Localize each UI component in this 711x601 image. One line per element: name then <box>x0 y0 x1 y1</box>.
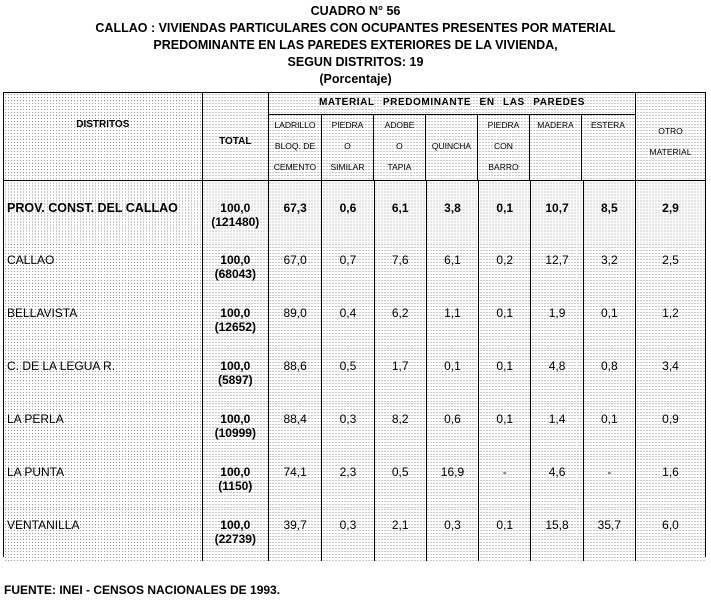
table-row <box>4 455 705 508</box>
value-otro: 1,2 <box>636 296 706 349</box>
value-quincha: 6,1 <box>426 243 478 296</box>
value-piedra: 2,3 <box>322 455 374 508</box>
value-otro: 0,9 <box>636 402 706 455</box>
value-piedra: 0,4 <box>322 296 374 349</box>
total-count: (1150) <box>218 478 253 493</box>
value-piedra-barro: 0,1 <box>479 296 531 349</box>
total-pct: 100,0 <box>220 252 251 267</box>
header-madera-label: MADERA <box>537 120 574 130</box>
district-name: LA PUNTA <box>4 455 202 508</box>
value-quincha: 1,1 <box>426 296 478 349</box>
value-ladrillo: 74,1 <box>268 455 321 508</box>
header-ladrillo <box>269 115 322 180</box>
value-otro: 3,4 <box>636 349 706 402</box>
total-cell <box>202 296 268 349</box>
header-piedra-barro-1: PIEDRA <box>487 120 520 130</box>
header-estera <box>582 115 634 180</box>
table-row <box>4 181 705 243</box>
value-estera: 3,2 <box>583 243 635 296</box>
header-adobe-1: ADOBE <box>384 120 415 130</box>
value-estera: 8,5 <box>583 181 635 243</box>
header-total: TOTAL <box>202 93 268 181</box>
total-pct: 100,0 <box>220 517 251 532</box>
value-adobe: 6,1 <box>374 181 426 243</box>
header-otro-1: OTRO <box>658 126 683 136</box>
data-table <box>3 92 706 557</box>
value-piedra-barro: 0,1 <box>479 508 531 561</box>
total-count: (10999) <box>214 425 256 440</box>
title-line-4: SEGUN DISTRITOS: 19 <box>287 55 424 69</box>
total-pct: 100,0 <box>220 305 251 320</box>
total-count: (121480) <box>211 215 260 229</box>
value-piedra: 0,5 <box>322 349 374 402</box>
value-adobe: 1,7 <box>374 349 426 402</box>
value-adobe: 7,6 <box>374 243 426 296</box>
value-estera: 0,1 <box>583 402 635 455</box>
value-piedra-barro: 0,1 <box>479 181 531 243</box>
table-row <box>4 402 705 455</box>
value-quincha: 0,6 <box>426 402 478 455</box>
total-cell <box>202 455 268 508</box>
value-otro: 1,6 <box>636 455 706 508</box>
header-ladrillo-1: LADRILLO <box>274 120 316 130</box>
value-piedra: 0,7 <box>322 243 374 296</box>
value-adobe: 8,2 <box>374 402 426 455</box>
header-ladrillo-3: CEMENTO <box>273 162 317 172</box>
district-name: LA PERLA <box>4 402 202 455</box>
value-madera: 10,7 <box>531 181 583 243</box>
header-piedra-barro-2: CON <box>494 141 513 151</box>
value-madera: 12,7 <box>531 243 583 296</box>
value-adobe: 2,1 <box>374 508 426 561</box>
value-ladrillo: 67,3 <box>268 181 321 243</box>
total-cell <box>202 181 268 243</box>
header-quincha-label: QUINCHA <box>431 141 472 151</box>
value-otro: 2,9 <box>636 181 706 243</box>
total-pct: 100,0 <box>220 411 251 426</box>
source-footer: FUENTE: INEI - CENSOS NACIONALES DE 1993. <box>4 583 281 597</box>
table-row <box>4 508 705 561</box>
value-madera: 1,4 <box>531 402 583 455</box>
value-otro: 2,5 <box>636 243 706 296</box>
report-title <box>0 3 711 88</box>
title-line-2: CALLAO : VIVIENDAS PARTICULARES CON OCUPANTES PRESENTES POR MATERIAL <box>95 21 616 35</box>
header-piedra-1: PIEDRA <box>331 120 364 130</box>
value-piedra-barro: 0,1 <box>479 402 531 455</box>
total-cell <box>202 349 268 402</box>
table-row <box>4 296 705 349</box>
district-name: BELLAVISTA <box>4 296 202 349</box>
district-name: PROV. CONST. DEL CALLAO <box>4 181 202 243</box>
district-name: C. DE LA LEGUA R. <box>4 349 202 402</box>
value-madera: 15,8 <box>531 508 583 561</box>
value-quincha: 0,3 <box>426 508 478 561</box>
district-name: VENTANILLA <box>4 508 202 561</box>
value-madera: 4,6 <box>531 455 583 508</box>
total-count: (5897) <box>217 372 253 387</box>
value-ladrillo: 88,6 <box>268 349 321 402</box>
table-row <box>4 243 705 296</box>
title-line-1: CUADRO N° 56 <box>310 4 401 18</box>
header-piedra-2: O <box>344 141 351 151</box>
title-line-3: PREDOMINANTE EN LAS PAREDES EXTERIORES DE LA VIVIENDA, <box>153 38 558 52</box>
header-piedra-barro-3: BARRO <box>488 162 519 172</box>
value-ladrillo: 39,7 <box>268 508 321 561</box>
value-quincha: 0,1 <box>426 349 478 402</box>
value-piedra: 0,3 <box>322 508 374 561</box>
total-count: (22739) <box>214 531 256 546</box>
value-ladrillo: 67,0 <box>268 243 321 296</box>
header-distritos: DISTRITOS <box>4 93 202 181</box>
value-estera: 0,1 <box>583 296 635 349</box>
value-adobe: 6,2 <box>374 296 426 349</box>
total-pct: 100,0 <box>220 201 251 215</box>
value-estera: 35,7 <box>583 508 635 561</box>
total-cell <box>202 243 268 296</box>
header-material-group <box>268 93 635 181</box>
value-quincha: 3,8 <box>426 181 478 243</box>
value-quincha: 16,9 <box>426 455 478 508</box>
value-piedra-barro: 0,2 <box>479 243 531 296</box>
total-count: (68043) <box>214 266 256 281</box>
header-adobe-3: TAPIA <box>387 162 412 172</box>
total-pct: 100,0 <box>220 464 251 479</box>
header-adobe-2: O <box>396 141 403 151</box>
total-pct: 100,0 <box>220 358 251 373</box>
header-estera-label: ESTERA <box>590 120 625 130</box>
header-adobe <box>374 115 426 180</box>
header-piedra-barro <box>478 115 530 180</box>
total-count: (12652) <box>214 319 256 334</box>
title-line-5: (Porcentaje) <box>319 72 392 86</box>
header-piedra-3: SIMILAR <box>330 162 365 172</box>
total-cell <box>202 402 268 455</box>
value-ladrillo: 89,0 <box>268 296 321 349</box>
value-estera: - <box>583 455 635 508</box>
value-piedra: 0,3 <box>322 402 374 455</box>
value-otro: 6,0 <box>636 508 706 561</box>
value-piedra: 0,6 <box>322 181 374 243</box>
header-madera <box>530 115 582 180</box>
header-otro-2: MATERIAL <box>649 147 692 157</box>
header-ladrillo-2: BLOQ. DE <box>274 141 316 151</box>
total-cell <box>202 508 268 561</box>
value-madera: 1,9 <box>531 296 583 349</box>
value-estera: 0,8 <box>583 349 635 402</box>
value-ladrillo: 88,4 <box>268 402 321 455</box>
header-material-title: MATERIAL PREDOMINANTE EN LAS PAREDES <box>269 93 635 115</box>
value-piedra-barro: 0,1 <box>479 349 531 402</box>
district-name: CALLAO <box>4 243 202 296</box>
value-piedra-barro: - <box>479 455 531 508</box>
value-adobe: 0,5 <box>374 455 426 508</box>
value-madera: 4,8 <box>531 349 583 402</box>
header-piedra <box>322 115 374 180</box>
header-otro <box>636 93 706 181</box>
table-row <box>4 349 705 402</box>
header-quincha <box>426 115 478 180</box>
